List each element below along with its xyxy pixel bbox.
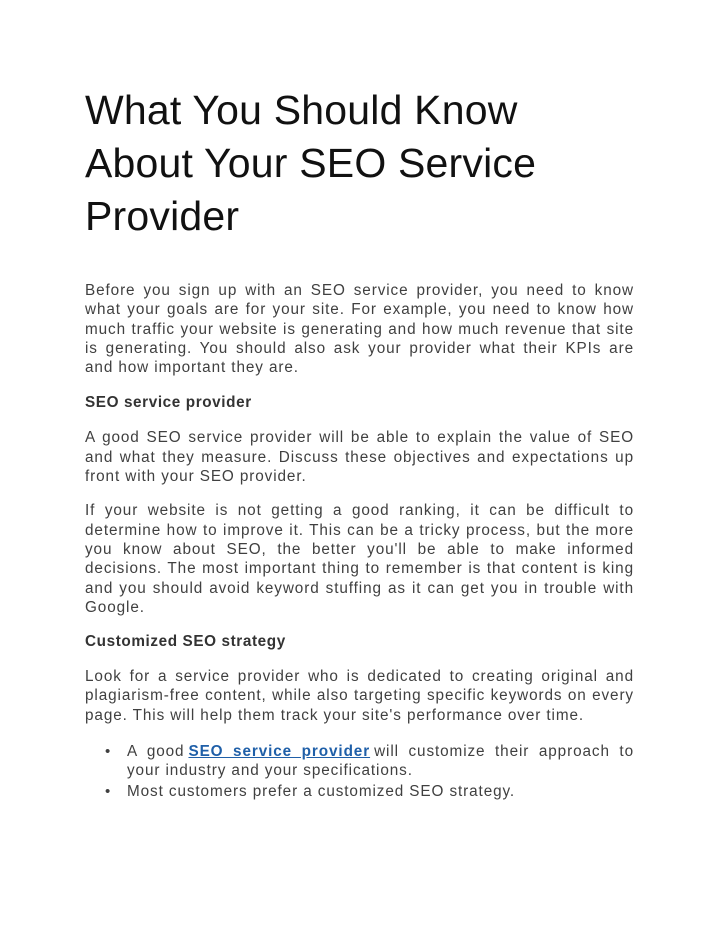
bullet-icon: • [105, 782, 112, 800]
section-heading-seo-service-provider: SEO service provider [85, 394, 252, 412]
intro-paragraph: Before you sign up with an SEO service provider, you need to know what your goals are for your site. For example, you need to know how much traffic your website is generating and how much revenue that site is generating. You should also ask your provider what their KPIs are and how important they are. [85, 282, 634, 377]
document-page [85, 84, 634, 802]
bullet-list [85, 742, 634, 801]
list-item-text-before: A good [127, 743, 185, 761]
body-paragraph: Look for a service provider who is dedicated to creating original and plagiarism-free content, while also targeting specific keywords on every page. This will help them track your site's performance over time. [85, 668, 634, 724]
seo-service-provider-link[interactable]: SEO service provider [188, 743, 371, 761]
body-paragraph: A good SEO service provider will be able to explain the value of SEO and what they measure. Discuss these objectives and expectations up front with your SEO provider. [85, 429, 634, 486]
section-heading-customized-seo-strategy: Customized SEO strategy [85, 633, 286, 651]
list-item [85, 782, 634, 801]
list-item-text: Most customers prefer a customized SEO strategy. [127, 782, 516, 800]
document-title: What You Should Know About Your SEO Service Provider [85, 87, 537, 239]
list-item-text-after: will customize their approach to your industry and your specifications. [127, 743, 634, 780]
bullet-icon: • [105, 743, 112, 761]
body-paragraph: If your website is not getting a good ranking, it can be difficult to determine how to improve it. This can be a tricky process, but the more you know about SEO, the better you'll be able to make informed decisions. The most important thing to remember is that content is king and you should avoid keyword stuffing as it can get you in trouble with Google. [85, 502, 634, 616]
list-item [85, 742, 634, 781]
